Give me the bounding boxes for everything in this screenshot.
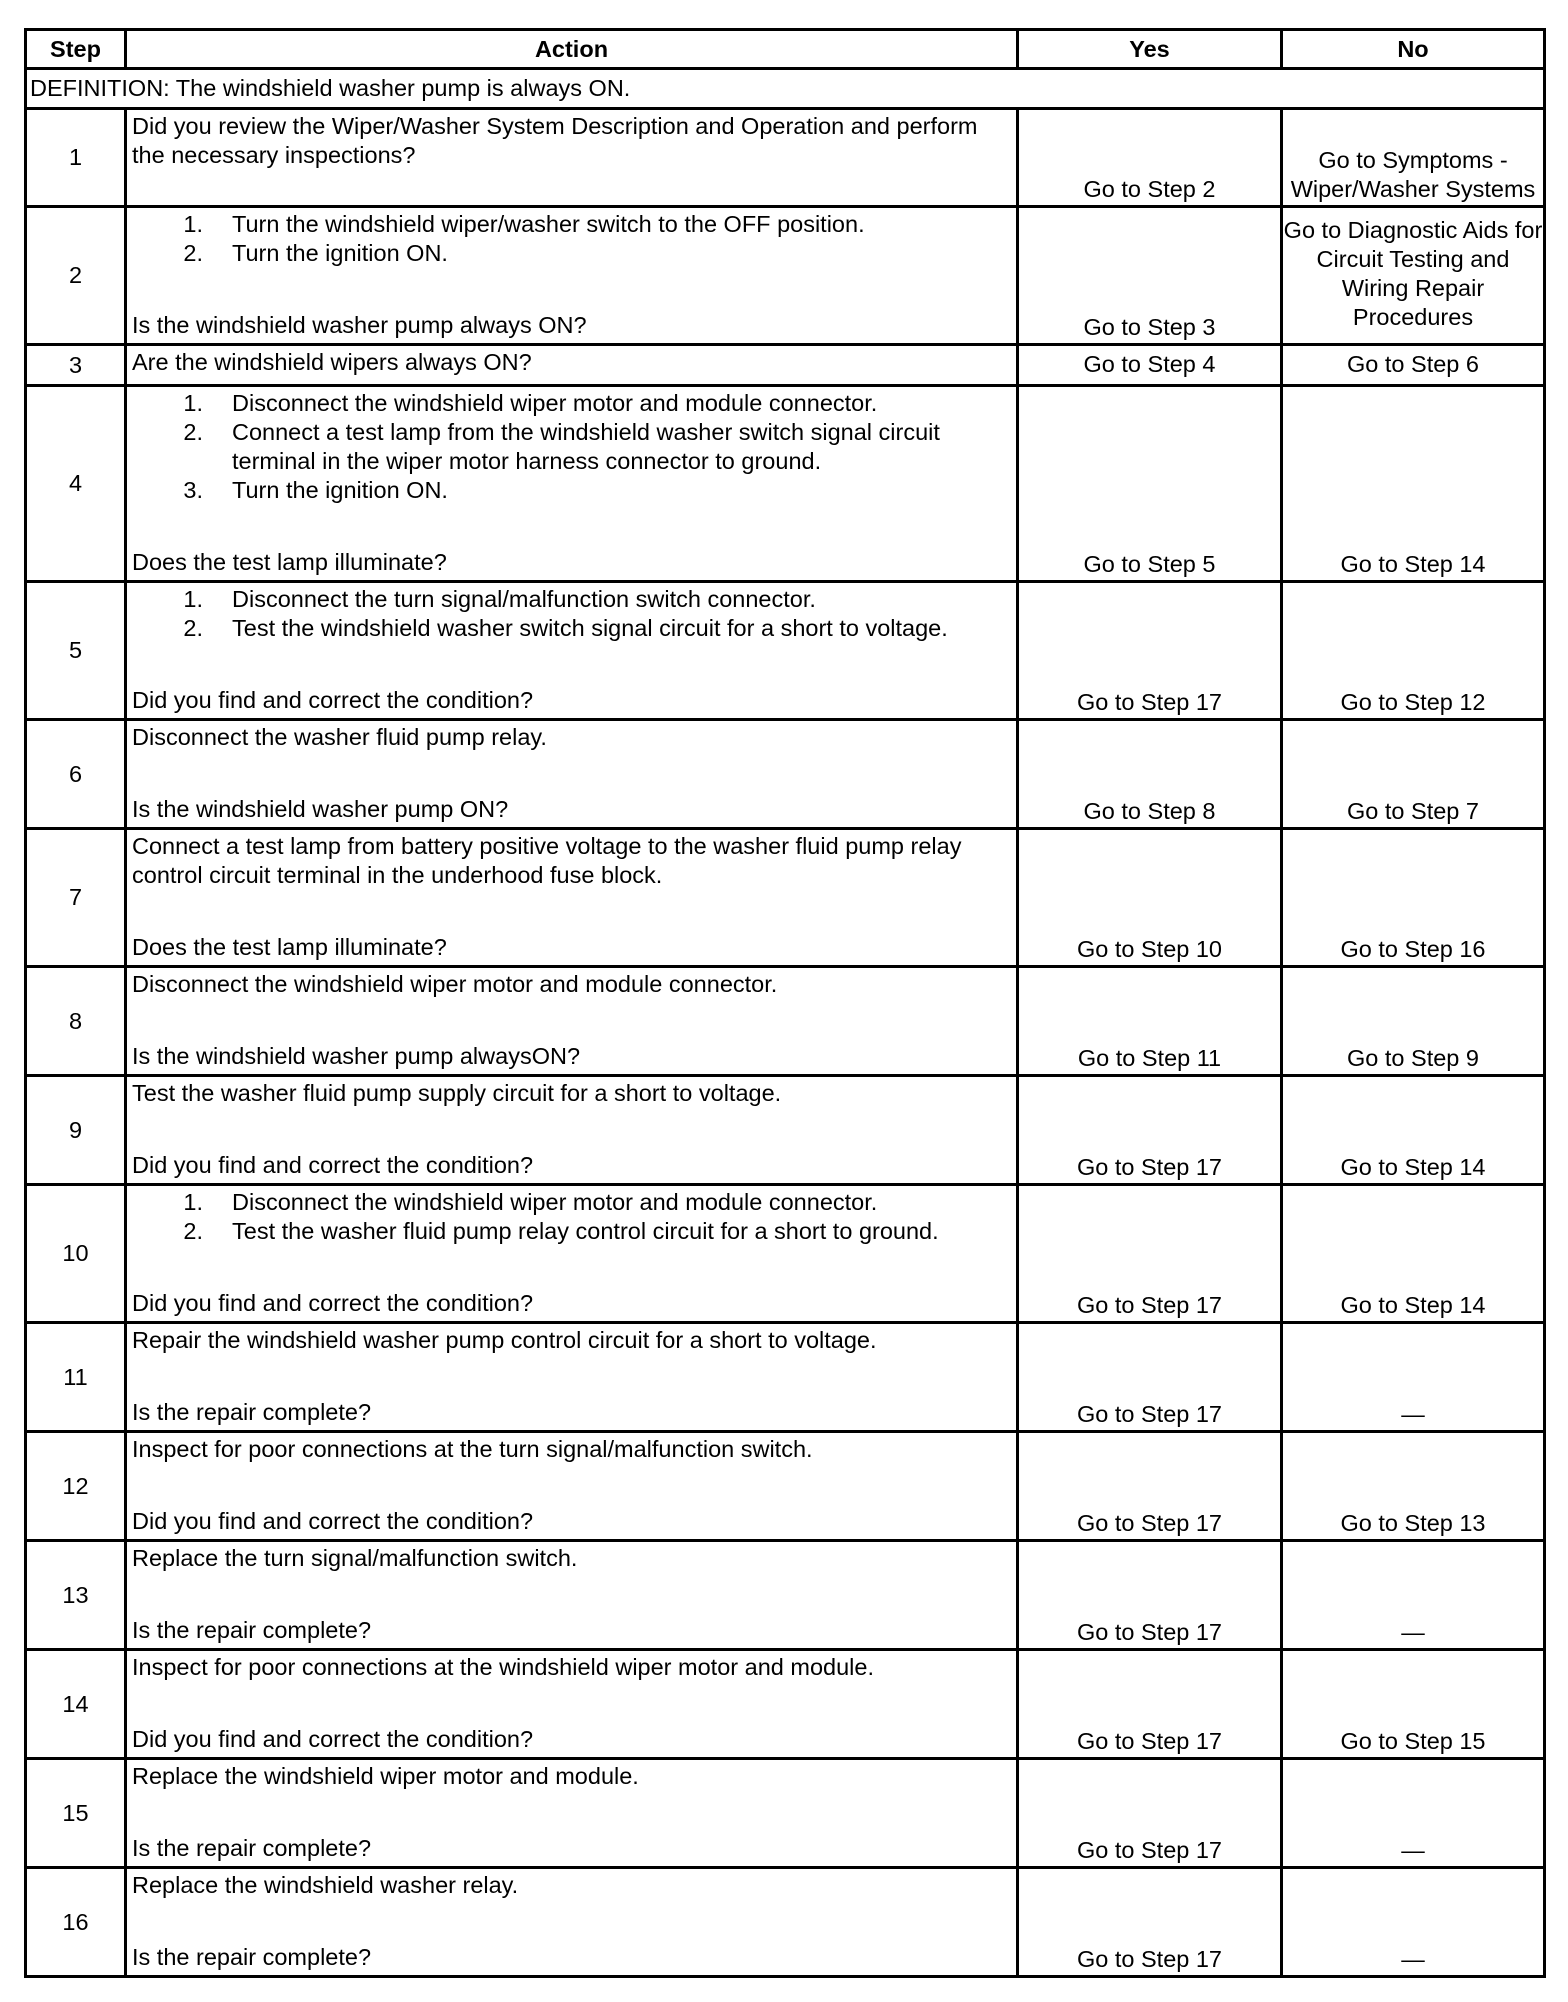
- step-number: 16: [26, 1868, 126, 1977]
- action-text: Test the washer fluid pump supply circuit for a short to voltage.: [132, 1080, 782, 1106]
- action-text: Disconnect the washer fluid pump relay.: [132, 724, 547, 750]
- no-result: —: [1282, 1868, 1545, 1977]
- no-result: —: [1282, 1759, 1545, 1868]
- action-text: Replace the turn signal/malfunction switch.: [132, 1545, 578, 1571]
- action-cell: [126, 967, 1018, 1076]
- action-question: Is the repair complete?: [132, 1835, 372, 1861]
- no-result: —: [1282, 1323, 1545, 1432]
- action-cell: [126, 1650, 1018, 1759]
- action-question: Did you find and correct the condition?: [132, 1290, 534, 1316]
- step-number: 15: [26, 1759, 126, 1868]
- action-text: Replace the windshield wiper motor and module.: [132, 1763, 639, 1789]
- substep-text: Test the windshield washer switch signal circuit for a short to voltage.: [232, 615, 948, 641]
- action-cell: [126, 386, 1018, 582]
- header-no: No: [1282, 30, 1545, 69]
- step-number: 14: [26, 1650, 126, 1759]
- substep-text: Disconnect the windshield wiper motor and module connector.: [232, 1189, 878, 1215]
- header-step: Step: [26, 30, 126, 69]
- action-question: Is the repair complete?: [132, 1617, 372, 1643]
- action-question: Does the test lamp illuminate?: [132, 934, 447, 960]
- action-text: Are the windshield wipers always ON?: [132, 349, 532, 375]
- step-number: 10: [26, 1185, 126, 1323]
- yes-result: Go to Step 17: [1018, 1759, 1282, 1868]
- table-row: [26, 1185, 1545, 1323]
- yes-result: Go to Step 17: [1018, 1076, 1282, 1185]
- step-number: 6: [26, 720, 126, 829]
- step-number: 13: [26, 1541, 126, 1650]
- table-row: [26, 829, 1545, 967]
- action-text: Did you review the Wiper/Washer System Description and Operation and perform the necessary inspections?: [132, 113, 978, 168]
- header-row: [26, 30, 1545, 69]
- substep-text: Turn the ignition ON.: [232, 240, 448, 266]
- substep-item: [132, 418, 1012, 476]
- step-number: 1: [26, 109, 126, 207]
- action-text: Inspect for poor connections at the turn signal/malfunction switch.: [132, 1436, 813, 1462]
- substep-text: Connect a test lamp from the windshield washer switch signal circuit terminal in the wiper motor harness connector to ground.: [232, 419, 940, 474]
- step-number: 8: [26, 967, 126, 1076]
- no-result: Go to Step 14: [1282, 386, 1545, 582]
- table-row: [26, 1541, 1545, 1650]
- substep-item: [132, 585, 1012, 614]
- table-row: [26, 109, 1545, 207]
- substep-number: 1.: [183, 586, 203, 612]
- step-number: 11: [26, 1323, 126, 1432]
- action-text: Disconnect the windshield wiper motor and module connector.: [132, 971, 778, 997]
- action-text: Repair the windshield washer pump control circuit for a short to voltage.: [132, 1327, 877, 1353]
- substep-list: [132, 389, 1012, 505]
- yes-result: Go to Step 17: [1018, 1432, 1282, 1541]
- table-row: [26, 386, 1545, 582]
- yes-result: Go to Step 10: [1018, 829, 1282, 967]
- no-result: —: [1282, 1541, 1545, 1650]
- action-question: Did you find and correct the condition?: [132, 1508, 534, 1534]
- action-question: Is the windshield washer pump always ON?: [132, 312, 587, 338]
- yes-result: Go to Step 17: [1018, 582, 1282, 720]
- no-result: Go to Step 12: [1282, 582, 1545, 720]
- table-row: [26, 967, 1545, 1076]
- table-row: [26, 720, 1545, 829]
- yes-result: Go to Step 4: [1018, 345, 1282, 386]
- substep-number: 2.: [183, 240, 203, 266]
- table-row: [26, 1759, 1545, 1868]
- substep-number: 1.: [183, 390, 203, 416]
- action-text: Replace the windshield washer relay.: [132, 1872, 519, 1898]
- substep-list: [132, 210, 1012, 268]
- action-cell: [126, 109, 1018, 207]
- substep-text: Turn the ignition ON.: [232, 477, 448, 503]
- no-result: Go to Step 15: [1282, 1650, 1545, 1759]
- action-question: Is the repair complete?: [132, 1944, 372, 1970]
- yes-result: Go to Step 17: [1018, 1541, 1282, 1650]
- action-cell: [126, 829, 1018, 967]
- substep-text: Turn the windshield wiper/washer switch to the OFF position.: [232, 211, 865, 237]
- table-row: [26, 1076, 1545, 1185]
- substep-item: [132, 389, 1012, 418]
- table-row: [26, 1868, 1545, 1977]
- no-result: Go to Step 7: [1282, 720, 1545, 829]
- table-row: [26, 1432, 1545, 1541]
- yes-result: Go to Step 17: [1018, 1868, 1282, 1977]
- substep-number: 3.: [183, 477, 203, 503]
- table-row: [26, 207, 1545, 345]
- action-text: Inspect for poor connections at the windshield wiper motor and module.: [132, 1654, 874, 1680]
- yes-result: Go to Step 2: [1018, 109, 1282, 207]
- action-question: Is the windshield washer pump alwaysON?: [132, 1043, 581, 1069]
- step-number: 4: [26, 386, 126, 582]
- substep-number: 1.: [183, 1189, 203, 1215]
- substep-number: 2.: [183, 1218, 203, 1244]
- no-result: Go to Symptoms - Wiper/Washer Systems: [1282, 109, 1545, 207]
- substep-list: [132, 1188, 1012, 1246]
- table-row: [26, 1323, 1545, 1432]
- step-number: 7: [26, 829, 126, 967]
- substep-number: 2.: [183, 615, 203, 641]
- no-result: Go to Diagnostic Aids for Circuit Testing and Wiring Repair Procedures: [1282, 207, 1545, 345]
- substep-item: [132, 476, 1012, 505]
- substep-item: [132, 210, 1012, 239]
- action-cell: [126, 1759, 1018, 1868]
- substep-number: 2.: [183, 419, 203, 445]
- substep-item: [132, 239, 1012, 268]
- table-row: [26, 345, 1545, 386]
- diagnostic-table: [24, 28, 1546, 1978]
- no-result: Go to Step 6: [1282, 345, 1545, 386]
- action-text: Connect a test lamp from battery positive voltage to the washer fluid pump relay control circuit terminal in the underhood fuse block.: [132, 833, 962, 888]
- action-cell: [126, 207, 1018, 345]
- yes-result: Go to Step 11: [1018, 967, 1282, 1076]
- action-question: Is the windshield washer pump ON?: [132, 796, 509, 822]
- step-number: 2: [26, 207, 126, 345]
- table-row: [26, 1650, 1545, 1759]
- yes-result: Go to Step 17: [1018, 1323, 1282, 1432]
- no-result: Go to Step 13: [1282, 1432, 1545, 1541]
- action-question: Did you find and correct the condition?: [132, 1152, 534, 1178]
- action-cell: [126, 582, 1018, 720]
- substep-item: [132, 1188, 1012, 1217]
- action-cell: [126, 345, 1018, 386]
- substep-text: Disconnect the windshield wiper motor and module connector.: [232, 390, 878, 416]
- substep-item: [132, 1217, 1012, 1246]
- action-question: Did you find and correct the condition?: [132, 687, 534, 713]
- yes-result: Go to Step 3: [1018, 207, 1282, 345]
- substep-list: [132, 585, 1012, 643]
- action-cell: [126, 1868, 1018, 1977]
- header-action: Action: [126, 30, 1018, 69]
- yes-result: Go to Step 8: [1018, 720, 1282, 829]
- no-result: Go to Step 14: [1282, 1076, 1545, 1185]
- action-cell: [126, 1323, 1018, 1432]
- yes-result: Go to Step 17: [1018, 1185, 1282, 1323]
- action-cell: [126, 1541, 1018, 1650]
- substep-number: 1.: [183, 211, 203, 237]
- action-question: Is the repair complete?: [132, 1399, 372, 1425]
- action-cell: [126, 1432, 1018, 1541]
- step-number: 3: [26, 345, 126, 386]
- substep-text: Disconnect the turn signal/malfunction switch connector.: [232, 586, 816, 612]
- definition-text: DEFINITION: The windshield washer pump is always ON.: [26, 69, 1545, 109]
- table-row: [26, 582, 1545, 720]
- step-number: 5: [26, 582, 126, 720]
- action-question: Did you find and correct the condition?: [132, 1726, 534, 1752]
- no-result: Go to Step 14: [1282, 1185, 1545, 1323]
- yes-result: Go to Step 5: [1018, 386, 1282, 582]
- no-result: Go to Step 9: [1282, 967, 1545, 1076]
- action-cell: [126, 1076, 1018, 1185]
- step-number: 9: [26, 1076, 126, 1185]
- header-yes: Yes: [1018, 30, 1282, 69]
- definition-row: [26, 69, 1545, 109]
- substep-item: [132, 614, 1012, 643]
- action-cell: [126, 1185, 1018, 1323]
- substep-text: Test the washer fluid pump relay control circuit for a short to ground.: [232, 1218, 939, 1244]
- action-cell: [126, 720, 1018, 829]
- no-result: Go to Step 16: [1282, 829, 1545, 967]
- step-number: 12: [26, 1432, 126, 1541]
- action-question: Does the test lamp illuminate?: [132, 549, 447, 575]
- yes-result: Go to Step 17: [1018, 1650, 1282, 1759]
